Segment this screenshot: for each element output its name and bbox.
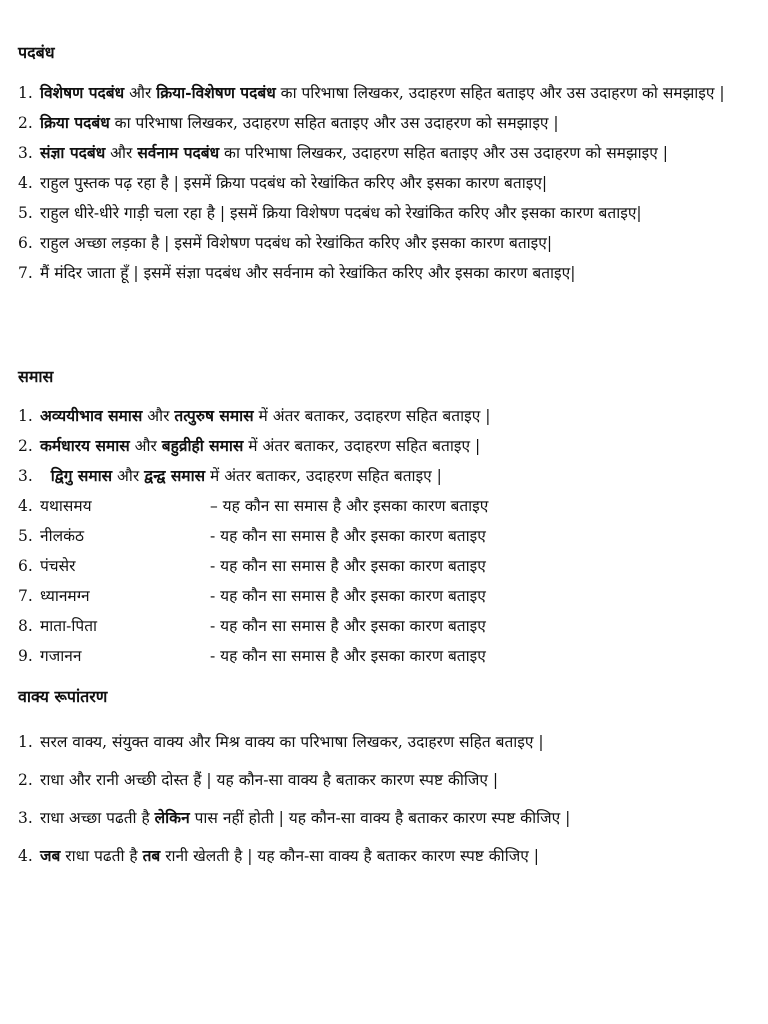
question-item xyxy=(18,198,754,228)
question-text xyxy=(40,401,754,431)
question-number: 2. xyxy=(18,771,33,789)
question-item xyxy=(18,78,754,108)
question-text xyxy=(40,78,754,108)
question-number: 8. xyxy=(18,617,33,635)
question-number: 3. xyxy=(18,467,33,485)
question-text xyxy=(40,258,754,288)
question-text xyxy=(40,108,754,138)
samas-term: ध्यानमग्न xyxy=(40,587,90,605)
question-text-segment: राहुल पुस्तक पढ़ रहा है | इसमें क्रिया पदबंध को रेखांकित करिए और इसका कारण बताइए| xyxy=(40,174,548,192)
question-number: 4. xyxy=(18,174,33,192)
samas-term: माता-पिता xyxy=(40,617,98,635)
bold-term: क्रिया पदबंध xyxy=(40,113,110,132)
question-text-segment: और xyxy=(129,437,162,455)
section-heading-samas: समास xyxy=(18,367,54,386)
question-text-segment: राधा पढती है xyxy=(60,847,143,865)
samas-term: नीलकंठ xyxy=(40,527,85,545)
bold-term: तत्पुरुष समास xyxy=(174,406,254,425)
question-text xyxy=(40,228,754,258)
question-text xyxy=(40,837,754,875)
samas-term: गजानन xyxy=(40,647,82,665)
question-text-segment: पास नहीं होती | यह कौन-सा वाक्य है बताकर कारण स्पष्ट कीजिए | xyxy=(189,809,571,827)
question-text xyxy=(40,461,754,491)
bold-term: बहुव्रीही समास xyxy=(161,436,244,455)
question-number: 5. xyxy=(18,527,33,545)
question-text-segment: का परिभाषा लिखकर, उदाहरण सहित बताइए और उस उदाहरण को समझाइए | xyxy=(219,144,669,162)
question-text xyxy=(40,168,754,198)
bold-term: कर्मधारय समास xyxy=(40,436,130,455)
bold-term: लेकिन xyxy=(154,808,190,827)
question-text-segment: और xyxy=(142,407,175,425)
question-text-segment: में अंतर बताकर, उदाहरण सहित बताइए | xyxy=(243,437,481,455)
bold-term: संज्ञा पदबंध xyxy=(40,143,106,162)
question-text-segment: राहुल धीरे-धीरे गाड़ी चला रहा है | इसमें क्रिया विशेषण पदबंध को रेखांकित करिए और इसका कारण बताइए| xyxy=(40,204,642,222)
question-number: 4. xyxy=(18,847,33,865)
question-text-segment: मैं मंदिर जाता हूँ | इसमें संज्ञा पदबंध और सर्वनाम को रेखांकित करिए और इसका कारण बताइए| xyxy=(40,264,576,282)
samas-term-row xyxy=(18,641,754,671)
question-item xyxy=(18,837,754,875)
question-item xyxy=(18,401,754,431)
question-item xyxy=(18,228,754,258)
question-number: 6. xyxy=(18,557,33,575)
question-item xyxy=(18,799,754,837)
samas-question: - यह कौन सा समास है और इसका कारण बताइए xyxy=(210,647,486,665)
question-number: 9. xyxy=(18,647,33,665)
bold-term: अव्ययीभाव समास xyxy=(40,406,143,425)
question-list-samas xyxy=(18,401,754,671)
question-item xyxy=(18,431,754,461)
samas-term-row xyxy=(18,521,754,551)
question-number: 2. xyxy=(18,437,33,455)
samas-term-row xyxy=(18,491,754,521)
question-text xyxy=(40,761,754,799)
question-number: 7. xyxy=(18,264,33,282)
question-number: 1. xyxy=(18,733,33,751)
question-text-segment: सरल वाक्य, संयुक्त वाक्य और मिश्र वाक्य का परिभाषा लिखकर, उदाहरण सहित बताइए | xyxy=(40,733,544,751)
samas-term-row xyxy=(18,581,754,611)
samas-question: – यह कौन सा समास है और इसका कारण बताइए xyxy=(210,497,489,515)
question-number: 2. xyxy=(18,114,33,132)
question-text-segment: राहुल अच्छा लड़का है | इसमें विशेषण पदबंध को रेखांकित करिए और इसका कारण बताइए| xyxy=(40,234,553,252)
question-text xyxy=(40,723,754,761)
samas-term: पंचसेर xyxy=(40,557,76,575)
bold-term: क्रिया-विशेषण पदबंध xyxy=(156,83,276,102)
question-number: 7. xyxy=(18,587,33,605)
samas-term: यथासमय xyxy=(40,497,92,515)
question-number: 1. xyxy=(18,407,33,425)
question-list-padbandh xyxy=(18,78,754,288)
bold-term: सर्वनाम पदबंध xyxy=(137,143,220,162)
section-heading-padbandh: पदबंध xyxy=(18,43,55,62)
question-text-segment: का परिभाषा लिखकर, उदाहरण सहित बताइए और उस उदाहरण को समझाइए | xyxy=(109,114,559,132)
samas-term-questions xyxy=(18,491,754,671)
samas-question: - यह कौन सा समास है और इसका कारण बताइए xyxy=(210,617,486,635)
question-number: 1. xyxy=(18,84,33,102)
question-text-segment: और xyxy=(124,84,157,102)
question-item xyxy=(18,723,754,761)
question-text xyxy=(40,138,754,168)
question-text-segment: रानी खेलती है | यह कौन-सा वाक्य है बताकर कारण स्पष्ट कीजिए | xyxy=(160,847,539,865)
bold-term: विशेषण पदबंध xyxy=(40,83,125,102)
question-text xyxy=(40,799,754,837)
question-number: 3. xyxy=(18,809,33,827)
question-item xyxy=(18,258,754,288)
samas-term-row xyxy=(18,551,754,581)
question-number: 6. xyxy=(18,234,33,252)
bold-term: जब xyxy=(40,846,61,865)
bold-term: द्विगु समास xyxy=(40,466,113,485)
samas-question: - यह कौन सा समास है और इसका कारण बताइए xyxy=(210,557,486,575)
question-number: 5. xyxy=(18,204,33,222)
question-item xyxy=(18,761,754,799)
question-text-segment: और xyxy=(105,144,138,162)
question-text-segment: और xyxy=(112,467,145,485)
samas-compare-questions xyxy=(18,401,754,491)
question-text-segment: में अंतर बताकर, उदाहरण सहित बताइए | xyxy=(205,467,442,485)
question-text-segment: का परिभाषा लिखकर, उदाहरण सहित बताइए और उस उदाहरण को समझाइए | xyxy=(275,84,725,102)
question-item xyxy=(18,108,754,138)
question-item xyxy=(18,138,754,168)
samas-question: - यह कौन सा समास है और इसका कारण बताइए xyxy=(210,527,486,545)
samas-question: - यह कौन सा समास है और इसका कारण बताइए xyxy=(210,587,486,605)
question-item xyxy=(18,168,754,198)
bold-term: द्वन्द्व समास xyxy=(144,466,206,485)
question-text-segment: राधा और रानी अच्छी दोस्त हैं | यह कौन-सा वाक्य है बताकर कारण स्पष्ट कीजिए | xyxy=(40,771,499,789)
question-text-segment: में अंतर बताकर, उदाहरण सहित बताइए | xyxy=(253,407,491,425)
question-item xyxy=(18,461,754,491)
question-list-vakya-rupantaran xyxy=(18,723,754,875)
bold-term: तब xyxy=(142,846,161,865)
samas-term-row xyxy=(18,611,754,641)
question-number: 4. xyxy=(18,497,33,515)
question-text-segment: राधा अच्छा पढती है xyxy=(40,809,155,827)
section-heading-vakya-rupantaran: वाक्य रूपांतरण xyxy=(18,687,108,706)
question-text xyxy=(40,431,754,461)
question-text xyxy=(40,198,754,228)
question-number: 3. xyxy=(18,144,33,162)
